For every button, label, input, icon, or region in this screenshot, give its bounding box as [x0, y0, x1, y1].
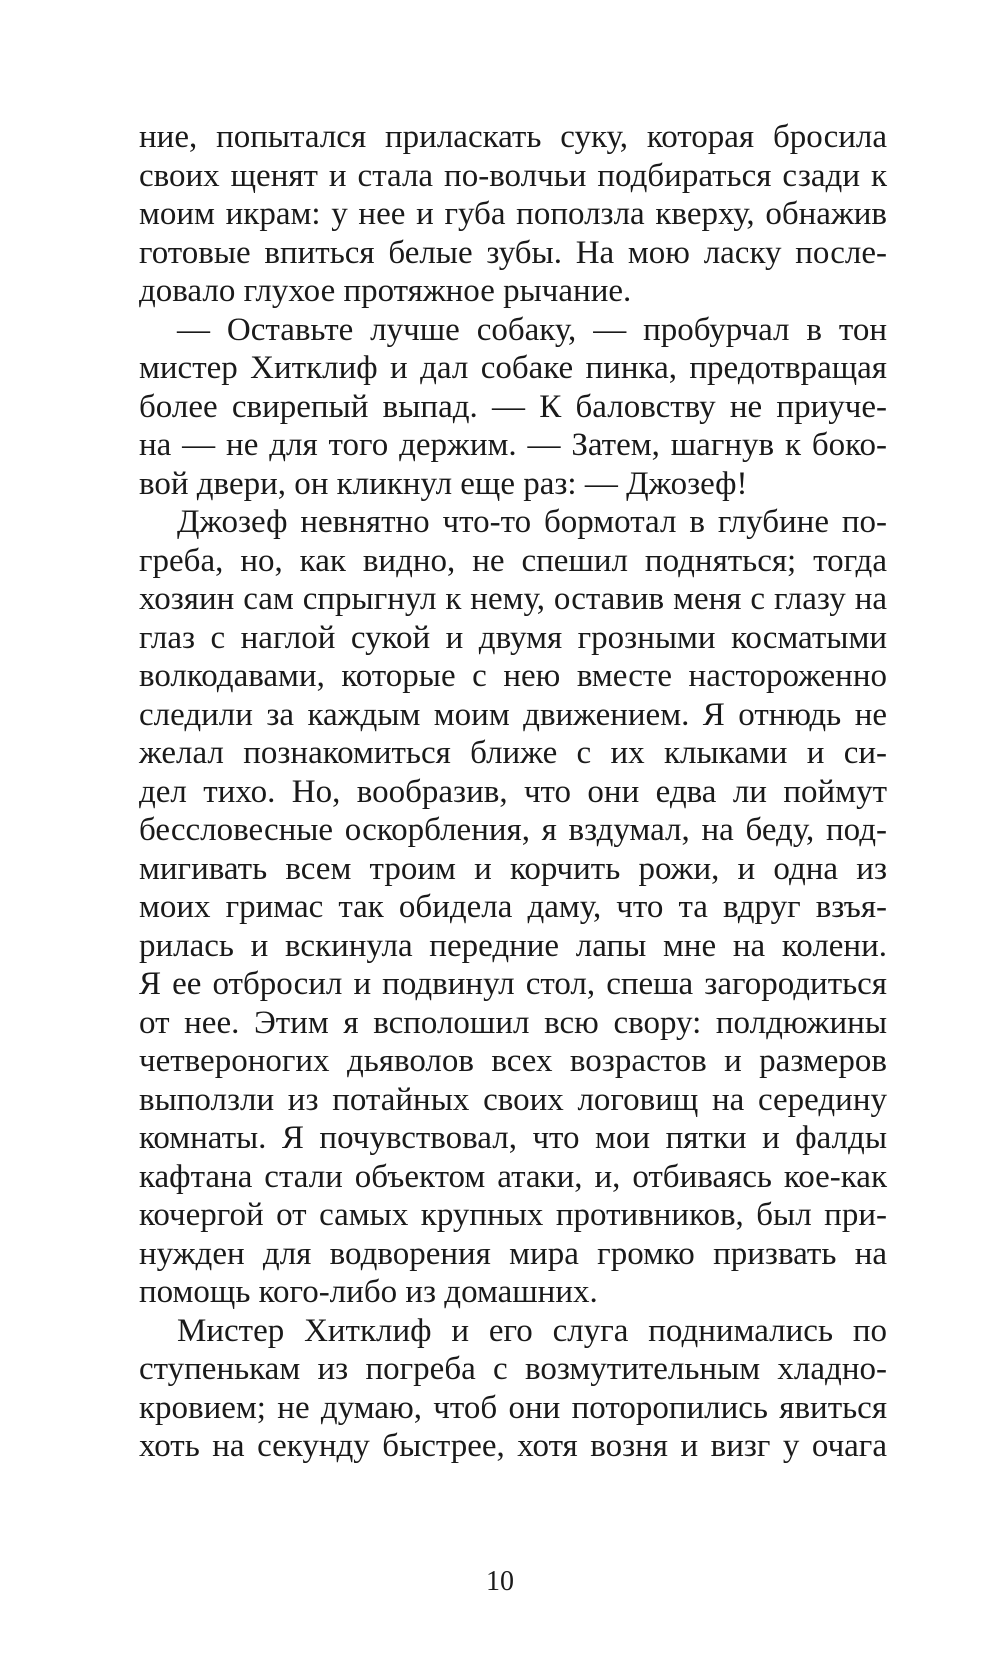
paragraph — [139, 311, 887, 504]
text-line: на — не для того держим. — Затем, шагнув к боко- — [139, 427, 887, 463]
text-line: довало глухое протяжное рычание. — [139, 273, 632, 309]
text-line: кафтана стали объектом атаки, и, отбиваясь кое-как — [139, 1158, 887, 1195]
text-line: хозяин сам спрыгнул к нему, оставив меня с глазу на — [139, 581, 887, 617]
text-line: хоть на секунду быстрее, хотя возня и визг у очага — [139, 1428, 887, 1464]
paragraph — [139, 503, 887, 1312]
page-number: 10 — [486, 1566, 514, 1597]
text-line: мистер Хитклиф и дал собаке пинка, предотвращая — [139, 350, 887, 386]
text-line: бессловесные оскорбления, я вздумал, на беду, под- — [139, 812, 887, 848]
text-line: дел тихо. Но, вообразив, что они едва ли поймут — [139, 773, 887, 810]
text-line: моим икрам: у нее и губа поползла кверху, обнажив — [139, 196, 887, 232]
paragraph — [139, 118, 887, 311]
text-line: глаз с наглой сукой и двумя грозными косматыми — [139, 619, 887, 656]
text-line: желал познакомиться ближе с их клыками и си- — [139, 735, 887, 771]
text-line: комнаты. Я почувствовал, что мои пятки и фалды — [139, 1120, 887, 1156]
text-line: рилась и вскинула передние лапы мне на колени. — [139, 927, 887, 964]
text-line: выползли из потайных своих логовищ на середину — [139, 1081, 887, 1118]
text-line: готовые впиться белые зубы. На мою ласку после- — [139, 234, 887, 271]
text-line: ступенькам из погреба с возмутительным хладно- — [139, 1351, 887, 1387]
text-line: кровием; не думаю, чтоб они поторопились явиться — [139, 1389, 887, 1426]
text-line: от нее. Этим я всполошил всю свору: полдюжины — [139, 1004, 887, 1041]
text-line: более свирепый выпад. — К баловству не приуче- — [139, 388, 887, 425]
paragraph — [139, 1312, 887, 1466]
text-line: Джозеф невнятно что-то бормотал в глубине по- — [177, 504, 887, 540]
text-line: помощь кого-либо из домашних. — [139, 1274, 598, 1310]
text-line: нужден для водворения мира громко призвать на — [139, 1235, 887, 1272]
text-line: следили за каждым моим движением. Я отнюдь не — [139, 696, 887, 733]
text-line: четвероногих дьяволов всех возрастов и размеров — [139, 1043, 887, 1079]
text-line: — Оставьте лучше собаку, — пробурчал в тон — [177, 311, 887, 348]
text-line: кочергой от самых крупных противников, был при- — [139, 1197, 887, 1233]
text-line: Я ее отбросил и подвинул стол, спеша загородиться — [139, 966, 887, 1002]
text-line: Мистер Хитклиф и его слуга поднимались по — [177, 1312, 887, 1349]
text-line: мигивать всем троим и корчить рожи, и одна из — [139, 850, 887, 887]
text-line: греба, но, как видно, не спешил подняться; тогда — [139, 542, 887, 579]
text-line: волкодавами, которые с нею вместе настороженно — [139, 658, 887, 694]
text-line: моих гримас так обидела даму, что та вдруг взъя- — [139, 889, 887, 925]
page-text-block — [139, 118, 887, 1518]
text-line: ние, попытался приласкать суку, которая бросила — [139, 119, 887, 155]
text-line: своих щенят и стала по-волчьи подбираться сзади к — [139, 157, 887, 194]
text-line: вой двери, он кликнул еще раз: — Джозеф! — [139, 465, 748, 502]
